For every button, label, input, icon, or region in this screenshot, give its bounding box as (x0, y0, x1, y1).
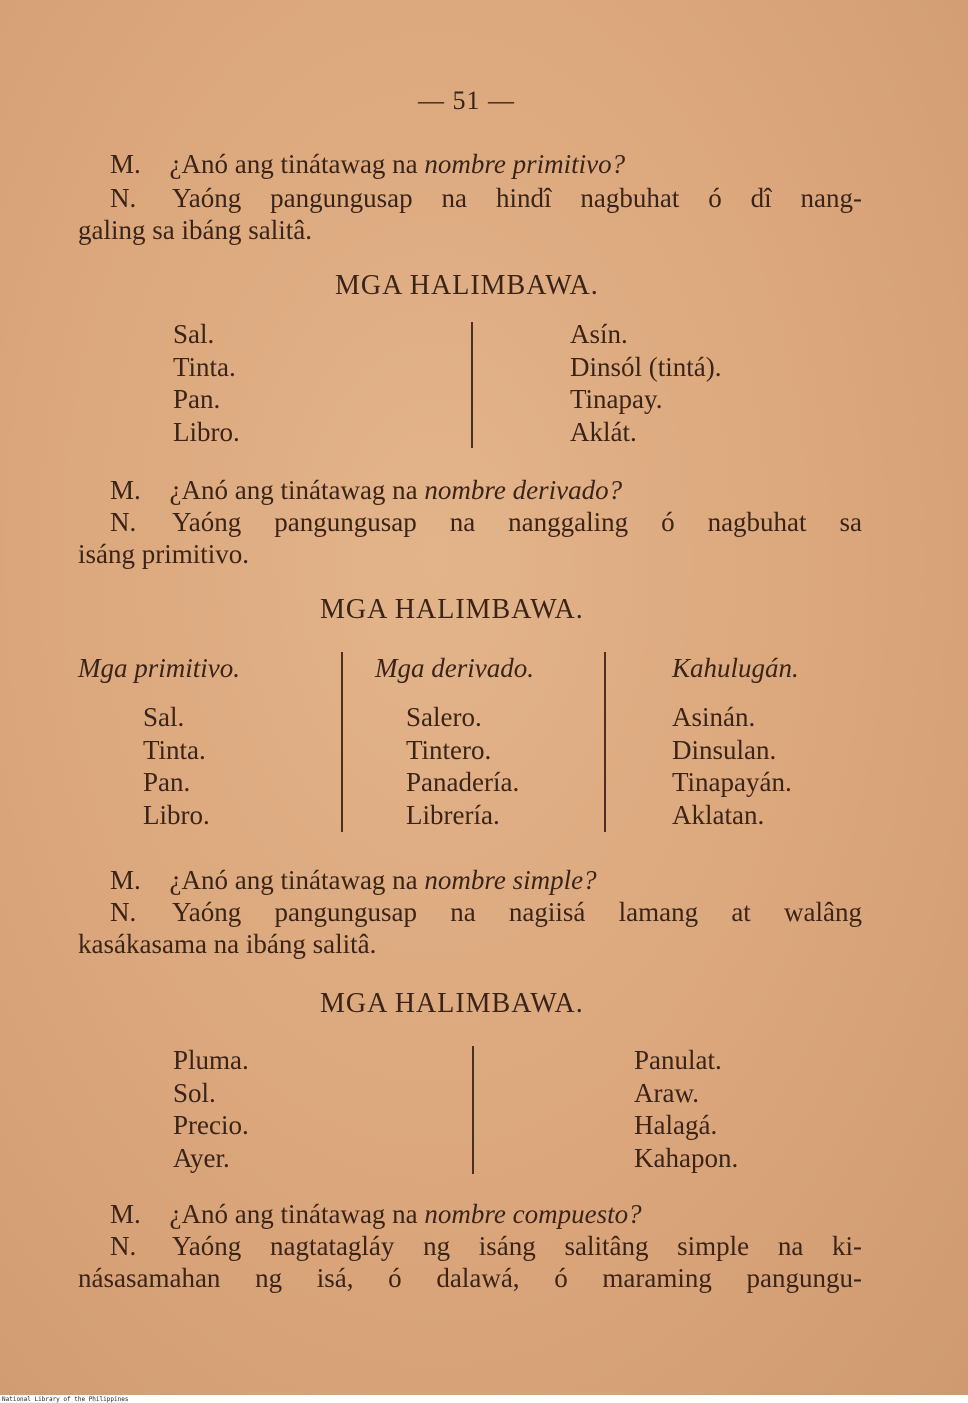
list-item: Dinsól (tintá). (570, 351, 722, 382)
list-item: Libro. (143, 799, 210, 830)
example-spanish-list (173, 1044, 249, 1174)
answer-line: galing sa ibáng salitâ. (78, 215, 312, 245)
list-item: Aklatan. (672, 799, 765, 830)
m-label: M. (110, 475, 141, 505)
example-tagalog-list (570, 318, 721, 448)
list-item: Aklát. (570, 416, 637, 447)
question-simple (110, 864, 597, 896)
example-tagalog-list (634, 1044, 738, 1174)
term-nombre-primitivo: nombre primitivo? (424, 149, 626, 179)
m-label: M. (110, 865, 141, 895)
list-item: Sal. (173, 319, 215, 349)
question-primitivo (110, 148, 625, 180)
answer-line: isáng primitivo. (78, 539, 249, 569)
list-item: Tinta. (143, 734, 206, 765)
kahulugan-list (672, 701, 792, 831)
list-item: Dinsulan. (672, 734, 777, 765)
column-divider (471, 322, 473, 448)
question-text: ¿Anó ang tinátawag na (169, 475, 425, 505)
list-item: Sol. (173, 1077, 216, 1108)
term-nombre-simple: nombre simple? (424, 865, 597, 895)
m-label: M. (110, 1199, 141, 1229)
examples-heading: MGA HALIMBAWA. (320, 988, 584, 1019)
answer-line: Yaóng nagtatagláy ng isáng salitâng simple na ki- (172, 1231, 862, 1261)
answer-line: kasákasama na ibáng salitâ. (78, 929, 377, 959)
list-item: Panadería. (406, 767, 520, 797)
answer-line: Yaóng pangungusap na hindî nagbuhat ó dî nang- (172, 183, 862, 213)
column-header-kahulugan: Kahulugán. (672, 653, 799, 683)
answer-line: násasamahan ng isá, ó dalawá, ó maraming pangungu- (78, 1263, 862, 1293)
answer-label: N. (110, 897, 137, 927)
list-item: Kahapon. (634, 1142, 739, 1173)
list-item: Tintero. (406, 734, 492, 765)
list-item: Pan. (173, 384, 221, 414)
question-text: ¿Anó ang tinátawag na (169, 1199, 425, 1229)
term-nombre-compuesto: nombre compuesto? (424, 1199, 642, 1229)
term-nombre-derivado: nombre derivado? (424, 475, 623, 505)
examples-heading: MGA HALIMBAWA. (320, 594, 584, 625)
question-derivado (110, 474, 622, 506)
list-item: Tinapayán. (672, 767, 792, 797)
list-item: Ayer. (173, 1142, 230, 1173)
answer-label: N. (110, 507, 137, 537)
question-compuesto (110, 1198, 642, 1230)
list-item: Araw. (634, 1077, 699, 1108)
list-item: Tinta. (173, 351, 236, 382)
primitivo-list (143, 701, 210, 831)
column-divider (341, 652, 343, 832)
list-item: Pan. (143, 767, 191, 797)
list-item: Halagá. (634, 1110, 718, 1140)
examples-heading: MGA HALIMBAWA. (335, 270, 599, 301)
answer-label: N. (110, 1231, 137, 1261)
list-item: Asinán. (672, 702, 756, 732)
question-text: ¿Anó ang tinátawag na (169, 149, 425, 179)
column-header-primitivo: Mga primitivo. (78, 653, 240, 683)
footer-credit: National Library of the Philippines (2, 1396, 129, 1403)
column-divider (472, 1046, 474, 1174)
list-item: Panulat. (634, 1045, 722, 1075)
example-spanish-list (173, 318, 240, 448)
list-item: Tinapay. (570, 384, 663, 414)
m-label: M. (110, 149, 141, 179)
list-item: Asín. (570, 319, 628, 349)
question-text: ¿Anó ang tinátawag na (169, 865, 425, 895)
answer-label: N. (110, 183, 137, 213)
answer-line: Yaóng pangungusap na nanggaling ó nagbuhat sa (172, 507, 862, 537)
column-header-derivado: Mga derivado. (375, 653, 534, 683)
derivado-list (406, 701, 519, 831)
column-divider (604, 652, 606, 832)
list-item: Sal. (143, 702, 185, 732)
list-item: Librería. (406, 799, 500, 830)
page-number: — 51 — (418, 86, 515, 115)
answer-line: Yaóng pangungusap na nagiisá lamang at walâng (172, 897, 862, 927)
list-item: Salero. (406, 702, 482, 732)
list-item: Precio. (173, 1110, 249, 1140)
list-item: Pluma. (173, 1045, 249, 1075)
list-item: Libro. (173, 416, 240, 447)
